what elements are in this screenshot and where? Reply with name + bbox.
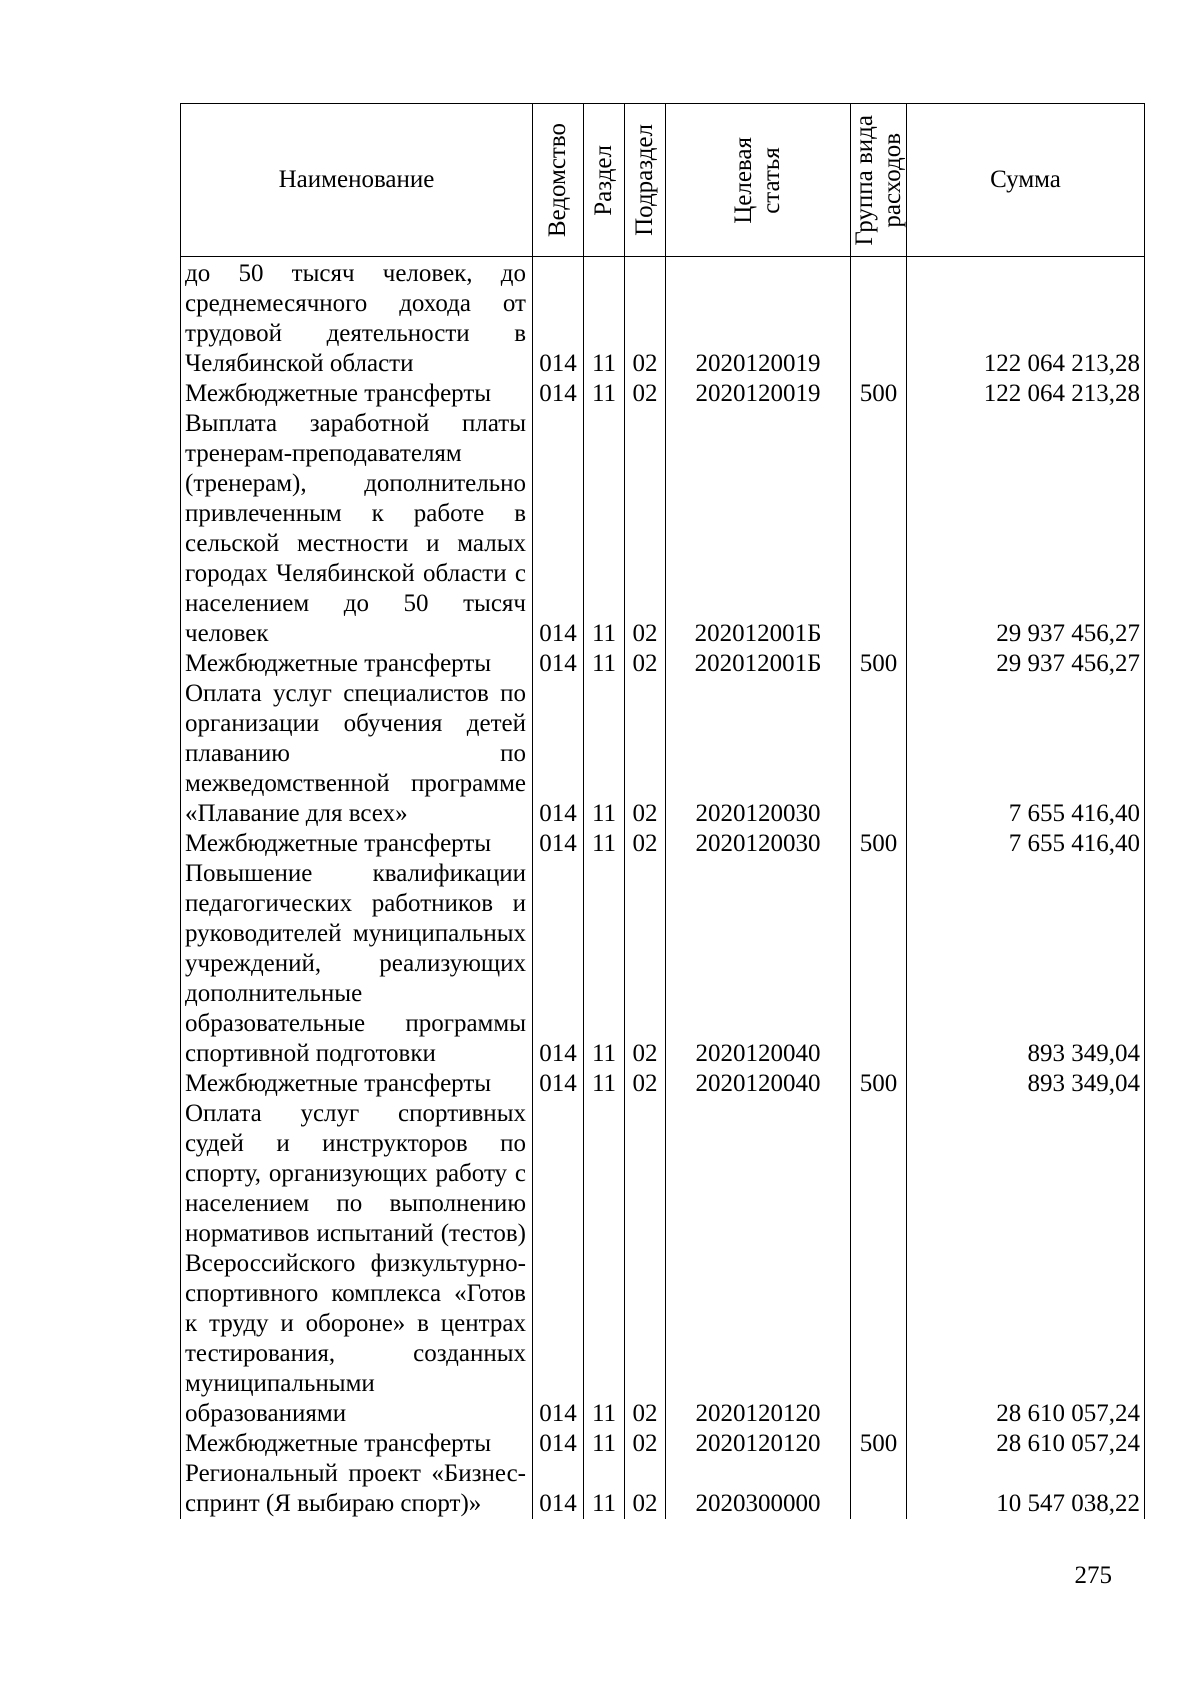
row-expense-group: [851, 1099, 907, 1429]
header-expense-group: Группа вида расходов: [851, 104, 907, 257]
table-row: [181, 1069, 1145, 1099]
row-department: 014: [533, 829, 584, 859]
row-amount: 28 610 057,24: [907, 1429, 1145, 1459]
row-name: до 50 тысяч человек, до среднемесячного дохода от трудовой деятельности в Челябинской области: [181, 257, 533, 380]
row-target-article: 2020120120: [666, 1429, 851, 1459]
row-department: 014: [533, 257, 584, 380]
row-section: 11: [584, 379, 625, 409]
row-section: 11: [584, 1459, 625, 1519]
page-number: 275: [1074, 1562, 1112, 1589]
row-name: Межбюджетные трансферты: [181, 379, 533, 409]
table-header-row: [181, 104, 1145, 257]
row-amount: 122 064 213,28: [907, 257, 1145, 380]
row-department: 014: [533, 1459, 584, 1519]
row-amount: 7 655 416,40: [907, 829, 1145, 859]
table-row: [181, 679, 1145, 829]
header-section: Раздел: [584, 104, 625, 257]
row-expense-group: 500: [851, 829, 907, 859]
row-name: Межбюджетные трансферты: [181, 1429, 533, 1459]
row-department: 014: [533, 679, 584, 829]
row-target-article: 2020120019: [666, 379, 851, 409]
row-section: 11: [584, 1069, 625, 1099]
row-name: Межбюджетные трансферты: [181, 649, 533, 679]
row-subsection: 02: [625, 649, 666, 679]
row-name: Оплата услуг специалистов по организации обучения детей плаванию по межведомственной программе «Плавание для всех»: [181, 679, 533, 829]
row-name: Межбюджетные трансферты: [181, 829, 533, 859]
row-subsection: 02: [625, 409, 666, 649]
header-name: Наименование: [181, 104, 533, 257]
row-expense-group: [851, 679, 907, 829]
row-subsection: 02: [625, 257, 666, 380]
row-department: 014: [533, 409, 584, 649]
header-target-article: Целевая статья: [666, 104, 851, 257]
row-section: 11: [584, 679, 625, 829]
row-amount: 7 655 416,40: [907, 679, 1145, 829]
row-name: Оплата услуг спортивных судей и инструкторов по спорту, организующих работу с населением по выполнению нормативов испытаний (тестов) Всероссийского физкультурно-спортивного комплекса «Готов к труду и обороне» в центрах тестирования, созданных муниципальными образованиями: [181, 1099, 533, 1429]
row-name: Выплата заработной платы тренерам-преподавателям (тренерам), дополнительно привлеченным к работе в сельской местности и малых городах Челябинской области с населением до 50 тысяч человек: [181, 409, 533, 649]
row-section: 11: [584, 1099, 625, 1429]
row-name: Межбюджетные трансферты: [181, 1069, 533, 1099]
row-department: 014: [533, 649, 584, 679]
row-department: 014: [533, 1099, 584, 1429]
row-subsection: 02: [625, 1069, 666, 1099]
row-name: Повышение квалификации педагогических работников и руководителей муниципальных учреждений, реализующих дополнительные образовательные программы спортивной подготовки: [181, 859, 533, 1069]
row-target-article: 2020300000: [666, 1459, 851, 1519]
table-row: [181, 1429, 1145, 1459]
row-expense-group: [851, 1459, 907, 1519]
row-target-article: 202012001Б: [666, 409, 851, 649]
row-section: 11: [584, 409, 625, 649]
row-expense-group: [851, 409, 907, 649]
header-subsection: Подраздел: [625, 104, 666, 257]
row-subsection: 02: [625, 1099, 666, 1429]
table-row: [181, 1459, 1145, 1519]
row-target-article: 202012001Б: [666, 649, 851, 679]
table-row: [181, 829, 1145, 859]
row-target-article: 2020120040: [666, 859, 851, 1069]
row-section: 11: [584, 859, 625, 1069]
header-amount: Сумма: [907, 104, 1145, 257]
table-row: [181, 859, 1145, 1069]
row-department: 014: [533, 1069, 584, 1099]
row-amount: 29 937 456,27: [907, 649, 1145, 679]
row-expense-group: 500: [851, 379, 907, 409]
table-row: [181, 649, 1145, 679]
row-subsection: 02: [625, 1429, 666, 1459]
row-subsection: 02: [625, 679, 666, 829]
row-section: 11: [584, 1429, 625, 1459]
row-subsection: 02: [625, 1459, 666, 1519]
row-target-article: 2020120120: [666, 1099, 851, 1429]
row-subsection: 02: [625, 859, 666, 1069]
row-subsection: 02: [625, 379, 666, 409]
table-row: [181, 379, 1145, 409]
table-row: [181, 409, 1145, 649]
row-expense-group: 500: [851, 1429, 907, 1459]
row-expense-group: [851, 859, 907, 1069]
row-section: 11: [584, 257, 625, 380]
row-amount: 893 349,04: [907, 1069, 1145, 1099]
row-amount: 10 547 038,22: [907, 1459, 1145, 1519]
row-target-article: 2020120019: [666, 257, 851, 380]
row-department: 014: [533, 859, 584, 1069]
row-name: Региональный проект «Бизнес-спринт (Я выбираю спорт)»: [181, 1459, 533, 1519]
row-amount: 28 610 057,24: [907, 1099, 1145, 1429]
row-department: 014: [533, 1429, 584, 1459]
header-department: Ведомство: [533, 104, 584, 257]
row-amount: 893 349,04: [907, 859, 1145, 1069]
row-department: 014: [533, 379, 584, 409]
row-amount: 29 937 456,27: [907, 409, 1145, 649]
row-expense-group: 500: [851, 1069, 907, 1099]
row-expense-group: 500: [851, 649, 907, 679]
row-expense-group: [851, 257, 907, 380]
table-row: [181, 257, 1145, 380]
row-amount: 122 064 213,28: [907, 379, 1145, 409]
table-row: [181, 1099, 1145, 1429]
row-section: 11: [584, 829, 625, 859]
row-section: 11: [584, 649, 625, 679]
row-target-article: 2020120040: [666, 1069, 851, 1099]
budget-table: [180, 103, 1145, 1519]
row-target-article: 2020120030: [666, 829, 851, 859]
row-target-article: 2020120030: [666, 679, 851, 829]
row-subsection: 02: [625, 829, 666, 859]
